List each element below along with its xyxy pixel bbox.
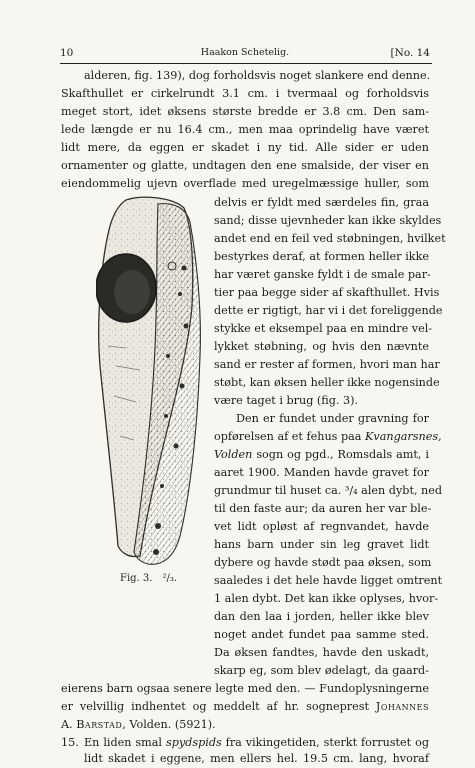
text-line: vet lidt opløst af regnvandet, havde	[214, 520, 429, 533]
text-line: hans barn under sin leg gravet lidt	[214, 538, 429, 551]
running-header	[60, 47, 430, 61]
text-line: støbt, kan øksen heller ikke nogensinde	[214, 376, 440, 389]
text-line: dan den laa i jorden, heller ikke blev	[214, 610, 429, 623]
page-number: 10	[60, 47, 74, 59]
text-line: være taget i brug (fig. 3).	[214, 394, 359, 407]
text-line	[214, 448, 429, 462]
figure-caption	[120, 573, 177, 584]
text-line: lede længde er nu 16.4 cm., men maa oprindelig have været	[61, 123, 429, 136]
header-rule	[60, 63, 432, 64]
place-name: Volden	[214, 448, 253, 461]
text-line: sand er rester af formen, hvori man har	[214, 358, 440, 371]
text-line	[84, 736, 429, 750]
caption-scale: ²/₃.	[162, 573, 178, 584]
text-line	[61, 718, 429, 732]
text-span: sogn og pgd., Romsdals amt, i	[252, 448, 429, 461]
text-line: Skafthullet er cirkelrundt 3.1 cm. i tvermaal og forholdsvis	[61, 87, 429, 100]
text-span: er velvillig indhentet og meddelt af hr. sogneprest	[61, 700, 369, 713]
text-line: meget stort, idet øksens største bredde er 3.8 cm. Den sam-	[61, 105, 429, 118]
text-line: sand; disse ujevnheder kan ikke skyldes	[214, 214, 442, 227]
text-line: lidt mere, da eggen er skadet i ny tid. Alle sider er uden	[61, 141, 429, 154]
place-name: Kvangarsnes,	[365, 430, 442, 443]
text-line: 1 alen dybt. Det kan ikke oplyses, hvor-	[214, 592, 439, 605]
text-span: , Volden. (5921).	[122, 718, 216, 731]
running-title: Haakon Schetelig.	[200, 47, 290, 58]
text-line: lidt skadet i eggene, men ellers hel. 19.5 cm. lang, hvoraf	[84, 752, 429, 765]
text-line: bestyrkes deraf, at formen heller ikke	[214, 250, 429, 263]
text-line: grundmur til huset ca. ³/₄ alen dybt, ned	[214, 484, 443, 497]
text-line: har været ganske fyldt i de smale par-	[214, 268, 431, 281]
text-line: noget andet fundet paa samme sted.	[214, 628, 429, 641]
text-line: ornamenter og glatte, undtagen den ene smalside, der viser en	[61, 159, 429, 172]
text-line: dette er rigtigt, har vi i det foreliggende	[214, 304, 443, 317]
text-line: stykke et eksempel paa en mindre vel-	[214, 322, 433, 335]
axe-illustration	[96, 196, 204, 568]
text-line: dybere og havde stødt paa øksen, som	[214, 556, 432, 569]
text-span: fra vikingetiden, sterkt forrustet og	[221, 736, 429, 749]
object-name: spydspids	[165, 736, 222, 749]
text-line: tier paa begge sider af skafthullet. Hvis	[214, 286, 440, 299]
item-number: 15.	[61, 736, 79, 749]
text-span: En liden smal	[84, 736, 166, 749]
text-span: opførelsen af et fehus paa	[214, 430, 366, 443]
text-line	[61, 700, 429, 714]
text-line: delvis er fyldt med særdeles fin, graa	[214, 196, 429, 209]
text-line: til den faste aur; da auren her var ble-	[214, 502, 432, 515]
text-line: aaret 1900. Manden havde gravet for	[214, 466, 429, 479]
text-line: skarp eg, som blev ødelagt, da gaard-	[214, 664, 429, 677]
text-line: andet end en feil ved støbningen, hvilket	[214, 232, 446, 245]
person-name: Barstad	[76, 718, 123, 731]
text-line	[214, 430, 442, 444]
text-line: alderen, fig. 139), dog forholdsvis noget slankere end denne.	[84, 69, 431, 82]
issue-number: [No. 14	[390, 47, 430, 59]
text-line: eiendommelig ujevn overflade med uregelmæssige huller, som	[61, 177, 429, 190]
person-name: Johannes	[375, 700, 429, 713]
text-line: Den er fundet under gravning for	[236, 412, 429, 425]
text-line: lykket støbning, og hvis den nævnte	[214, 340, 429, 353]
text-line: saaledes i det hele havde ligget omtrent	[214, 574, 443, 587]
text-span: A.	[61, 718, 77, 731]
text-line: eierens barn ogsaa senere legte med den. — Fundoplysningerne	[61, 682, 429, 695]
caption-label: Fig. 3.	[120, 573, 153, 584]
text-line: Da øksen fandtes, havde den uskadt,	[214, 646, 429, 659]
